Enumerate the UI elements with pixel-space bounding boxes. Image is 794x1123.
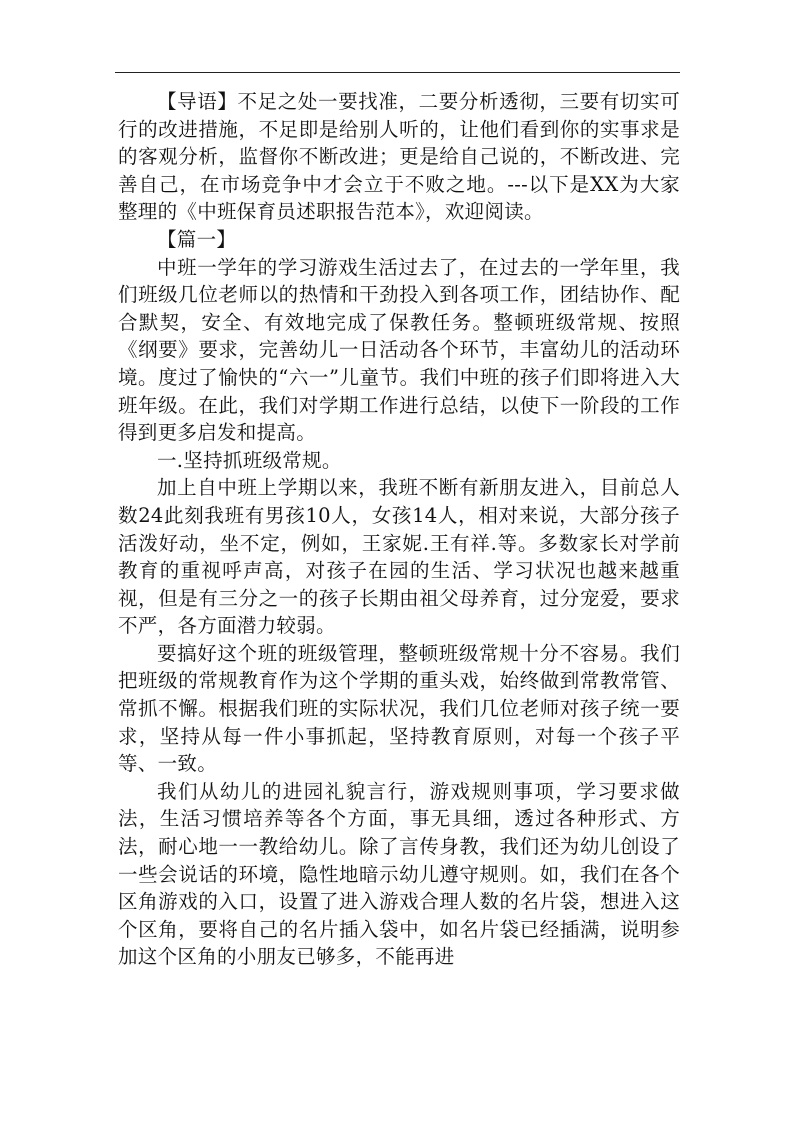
body-paragraph: 加上自中班上学期以来，我班不断有新朋友进入，目前总人数24此刻我班有男孩10人，女孩14人，相对来说，大部分孩子活泼好动，坐不定，例如，王家妮.王有祥.等。多数家长对学前教育的重视呼声高，对孩子在园的生活、学习状况也越来越重视，但是有三分之一的孩子长期由祖父母养育，过分宠爱，要求不严，各方面潜力较弱。	[118, 476, 680, 638]
body-paragraph: 中班一学年的学习游戏生活过去了，在过去的一学年里，我们班级几位老师以的热情和干劲投入到各项工作，团结协作、配合默契，安全、有效地完成了保教任务。整顿班级常规、按照《纲要》要求，完善幼儿一日活动各个环节，丰富幼儿的活动环境。度过了愉快的“六一”儿童节。我们中班的孩子们即将进入大班年级。在此，我们对学期工作进行总结，以使下一阶段的工作得到更多启发和提高。	[118, 255, 680, 445]
body-paragraph: 要搞好这个班的班级管理，整顿班级常规十分不容易。我们把班级的常规教育作为这个学期的重头戏，始终做到常教常管、常抓不懈。根据我们班的实际状况，我们几位老师对孩子统一要求，坚持从每一件小事抓起，坚持教育原则，对每一个孩子平等、一致。	[118, 641, 680, 776]
subsection-heading: 一.坚持抓班级常规。	[157, 448, 342, 472]
header-rule	[115, 72, 680, 73]
body-paragraph: 我们从幼儿的进园礼貌言行，游戏规则事项，学习要求做法，生活习惯培养等各个方面，事无具细，透过各种形式、方法，耐心地一一教给幼儿。除了言传身教，我们还为幼儿创设了一些会说话的环境，隐性地暗示幼儿遵守规则。如，我们在各个区角游戏的入口，设置了进入游戏合理人数的名片袋，想进入这个区角，要将自己的名片插入袋中，如名片袋已经插满，说明参加这个区角的小朋友已够多，不能再进	[118, 779, 680, 969]
document-body	[118, 88, 680, 971]
intro-paragraph: 【导语】不足之处一要找准，二要分析透彻，三要有切实可行的改进措施，不足即是给别人听的，让他们看到你的实事求是的客观分析，监督你不断改进；更是给自己说的，不断改进、完善自己，在市场竞争中才会立于不败之地。---以下是XX为大家整理的《中班保育员述职报告范本》，欢迎阅读。	[118, 90, 680, 224]
section-heading: 【篇一】	[157, 227, 237, 251]
